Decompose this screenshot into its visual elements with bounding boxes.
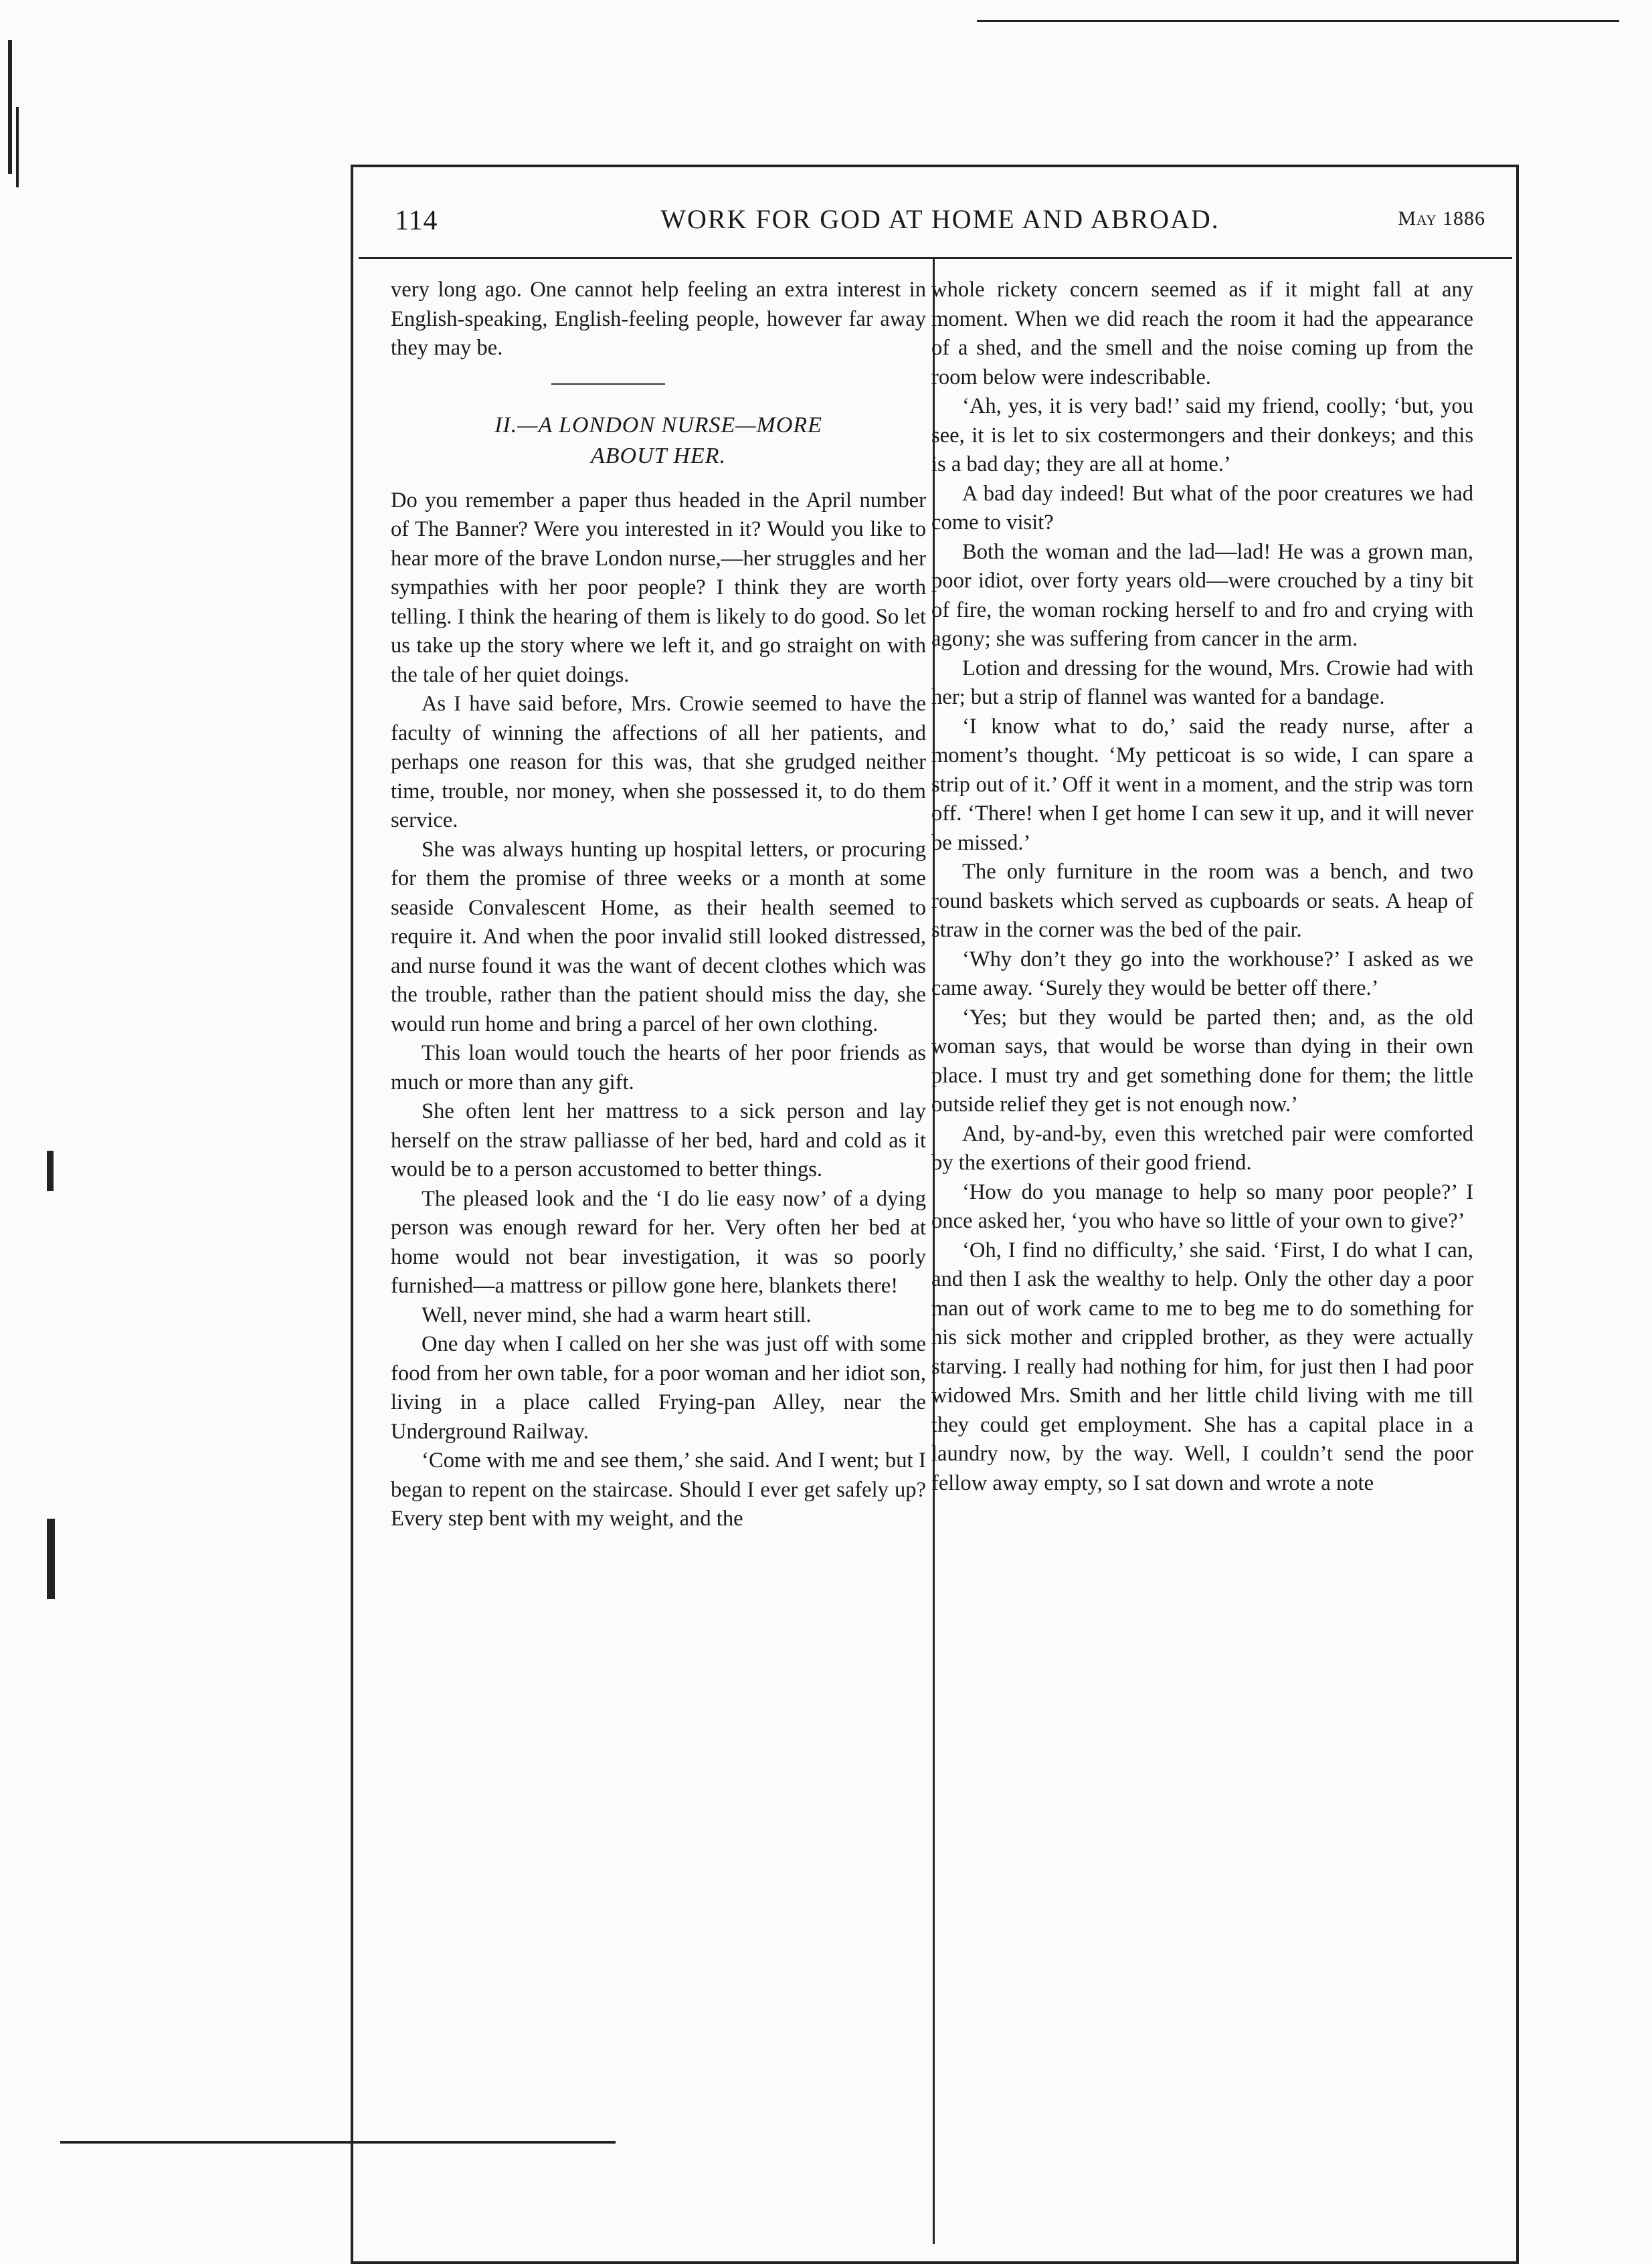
paragraph: A bad day indeed! But what of the poor creatures we had come to visit? <box>931 481 1473 535</box>
paragraph: She was always hunting up hospital letters, or procuring for them the promise of three weeks or a month at some seaside Convalescent Home, as their health seemed to require it. And when the poor invalid still looked distressed, and nurse found it was the want of decent clothes which was the trouble, rather than the patient should miss the day, she would run home and bring a parcel of her own clothing. <box>391 837 926 1036</box>
paragraph: As I have said before, Mrs. Crowie seemed to have the faculty of winning the affections of all her patients, and perhaps one reason for this was, that she grudged neither time, trouble, nor money, when she possessed it, to do them service. <box>391 692 926 832</box>
paragraph: ‘Come with me and see them,’ she said. And I went; but I began to repent on the staircase. Should I ever get safely up? Every step bent with my weight, and the <box>391 1448 926 1531</box>
paragraph: ‘I know what to do,’ said the ready nurse, after a moment’s thought. ‘My petticoat is so wide, I can spare a strip out of it.’ Off it went in a moment, and the strip was torn off. ‘There! when I get home I can sew it up, and it will never be missed.’ <box>931 714 1473 855</box>
section-separator <box>391 363 926 403</box>
paragraph: ‘How do you manage to help so many poor people?’ I once asked her, ‘you who have so little of your own to give?’ <box>931 1180 1473 1233</box>
paragraph: ‘Yes; but they would be parted then; and, as the old woman says, that would be worse than dying in their own place. I must try and get something done for them; the little outside relief they get is not enough now.’ <box>931 1005 1473 1117</box>
scan-artifact <box>977 20 1619 22</box>
paragraph: ‘Ah, yes, it is very bad!’ said my friend, coolly; ‘but, you see, it is let to six costermongers and their donkeys; and this is a bad day; they are all at home.’ <box>931 394 1473 476</box>
paragraph: One day when I called on her she was just off with some food from her own table, for a poor woman and her idiot son, living in a place called Frying-pan Alley, near the Underground Railway. <box>391 1332 926 1444</box>
intro-paragraph: very long ago. One cannot help feeling an extra interest in English-speaking, English-feeling people, however far away they may be. <box>391 278 926 360</box>
header-rule <box>359 257 1512 259</box>
paragraph: Both the woman and the lad—lad! He was a grown man, poor idiot, over forty years old—were crouched by a tiny bit of fire, the woman rocking herself to and fro and crying with agony; she was suffering from cancer in the arm. <box>931 539 1473 651</box>
paragraph: Well, never mind, she had a warm heart still. <box>422 1303 812 1327</box>
paragraph: ‘Why don’t they go into the workhouse?’ I asked as we came away. ‘Surely they would be better off there.’ <box>931 947 1473 1000</box>
paragraph: She often lent her mattress to a sick person and lay herself on the straw palliasse of her bed, hard and cold as it would be to a person accustomed to better things. <box>391 1099 926 1182</box>
paragraph: This loan would touch the hearts of her poor friends as much or more than any gift. <box>391 1041 926 1095</box>
section-title <box>391 410 926 472</box>
paragraph: Lotion and dressing for the wound, Mrs. Crowie had with her; but a strip of flannel was wanted for a bandage. <box>931 656 1473 709</box>
paragraph: And, by-and-by, even this wretched pair were comforted by the exertions of their good friend. <box>931 1121 1473 1175</box>
page-number: 114 <box>395 205 438 236</box>
right-column <box>931 276 1473 1498</box>
paragraph: The only furniture in the room was a bench, and two round baskets which served as cupboards or seats. A heap of straw in the corner was the bed of the pair. <box>931 860 1473 942</box>
issue-date: May 1886 <box>1398 207 1485 229</box>
paragraph: ‘Oh, I find no difficulty,’ she said. ‘First, I do what I can, and then I ask the wealthy to help. Only the other day a poor man out of work came to me to beg me to do something for his sick mother and crippled brother, as they were actually starving. I really had nothing for him, for just then I had poor widowed Mrs. Smith and her little child living with me till they could get employment. She has a capital place in a laundry now, by the way. Well, I couldn’t send the poor fellow away empty, so I sat down and wrote a note <box>931 1238 1473 1495</box>
page-header <box>395 198 1485 248</box>
scan-artifact <box>8 40 12 174</box>
section-title-line2: ABOUT HER. <box>590 443 727 468</box>
paragraph: whole rickety concern seemed as if it might fall at any moment. When we did reach the room it had the appearance of a shed, and the smell and the noise coming up from the room below were indescribable. <box>931 278 1473 389</box>
section-title-line1: II.—A LONDON NURSE—MORE <box>494 412 822 438</box>
scan-artifact <box>16 107 19 187</box>
paragraph: The pleased look and the ‘I do lie easy now’ of a dying person was enough reward for her. Very often her bed at home would not bear investigation, it was so poorly furnished—a mattress or pillow gone here, blankets there! <box>391 1186 926 1298</box>
running-title: WORK FOR GOD AT HOME AND ABROAD. <box>660 204 1220 234</box>
scan-artifact <box>47 1151 54 1191</box>
paragraph: Do you remember a paper thus headed in the April number of The Banner? Were you interested in it? Would you like to hear more of the brave London nurse,—her struggles and her sympathies with her poor people? I think they are worth telling. I think the hearing of them is likely to do good. So let us take up the story where we left it, and go straight on with the tale of her quiet doings. <box>391 488 926 687</box>
left-column <box>391 276 926 1534</box>
scan-artifact <box>47 1519 55 1599</box>
